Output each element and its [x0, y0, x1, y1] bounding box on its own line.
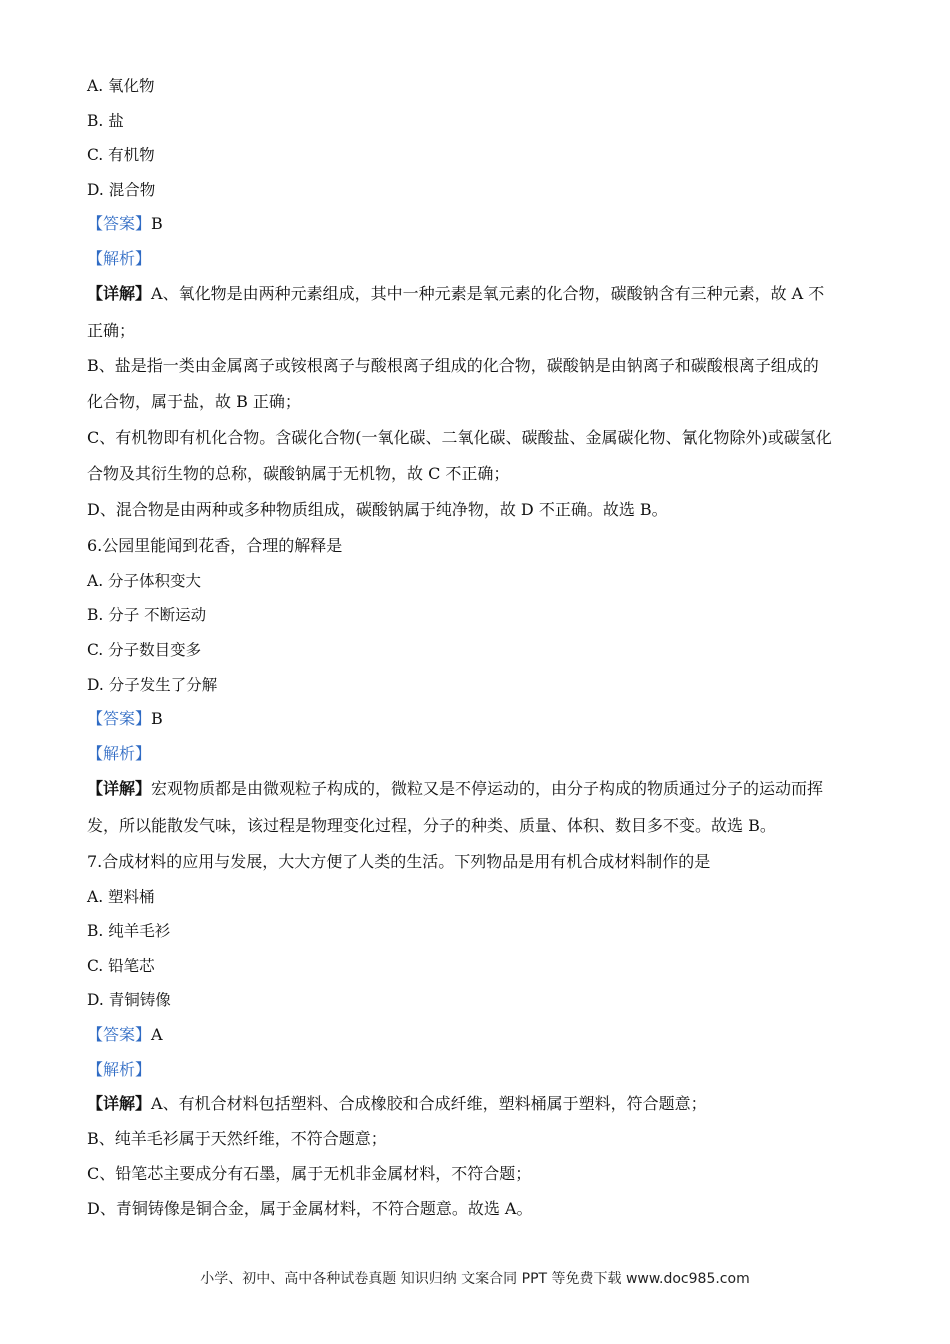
- q6-answer: 【答案】B: [87, 709, 163, 728]
- q7-detail-line-1: 【详解】A、有机合材料包括塑料、合成橡胶和合成纤维，塑料桶属于塑料，符合题意；: [87, 1094, 707, 1113]
- q7-detail-line-4: D、青铜铸像是铜合金，属于金属材料，不符合题意。故选 A。: [87, 1199, 533, 1218]
- q7-option-b: B. 纯羊毛衫: [87, 922, 171, 940]
- q5-detail-line-7: D、混合物是由两种或多种物质组成，碳酸钠属于纯净物，故 D 不正确。故选 B。: [87, 500, 668, 519]
- q6-detail-line-2: 发，所以能散发气味，该过程是物理变化过程，分子的种类、质量、体积、数目多不变。故选 B。: [87, 816, 776, 835]
- q6-option-c: C. 分子数目变多: [87, 641, 202, 659]
- q5-detail-line-6: 合物及其衍生物的总称，碳酸钠属于无机物，故 C 不正确；: [87, 464, 510, 483]
- q5-detail-line-1: 【详解】A、氧化物是由两种元素组成，其中一种元素是氧元素的化合物，碳酸钠含有三种元素，故 A 不: [87, 284, 825, 303]
- q5-detail-line-5: C、有机物即有机化合物。含碳化合物(一氧化碳、二氧化碳、碳酸盐、金属碳化物、氰化物除外)或碳氢化: [87, 428, 832, 447]
- q7-option-a: A. 塑料桶: [87, 888, 155, 906]
- q6-option-b: B. 分子 不断运动: [87, 606, 207, 624]
- q6-analysis-label: 【解析】: [87, 744, 152, 763]
- q5-detail-line-2: 正确；: [87, 321, 136, 340]
- q6-option-a: A. 分子体积变大: [87, 572, 202, 590]
- q5-analysis-label: 【解析】: [87, 249, 152, 268]
- page-footer: 小学、初中、高中各种试卷真题 知识归纳 文案合同 PPT 等免费下载 www.doc985.com: [200, 1271, 750, 1287]
- q7-question: 7.合成材料的应用与发展，大大方便了人类的生活。下列物品是用有机合成材料制作的是: [87, 852, 711, 871]
- q7-option-d: D. 青铜铸像: [87, 991, 171, 1009]
- q5-option-a: A. 氧化物: [87, 77, 155, 95]
- q7-analysis-label: 【解析】: [87, 1060, 152, 1079]
- q5-option-d: D. 混合物: [87, 181, 156, 199]
- q5-answer: 【答案】B: [87, 214, 163, 233]
- q7-detail-line-3: C、铅笔芯主要成分有石墨，属于无机非金属材料，不符合题；: [87, 1164, 532, 1183]
- q6-option-d: D. 分子发生了分解: [87, 676, 218, 694]
- q5-option-b: B. 盐: [87, 112, 124, 130]
- q6-detail-line-1: 【详解】宏观物质都是由微观粒子构成的，微粒又是不停运动的，由分子构成的物质通过分子的运动而挥: [87, 779, 824, 798]
- q5-option-c: C. 有机物: [87, 146, 155, 164]
- q7-detail-line-2: B、纯羊毛衫属于天然纤维，不符合题意；: [87, 1129, 387, 1148]
- q6-question: 6.公园里能闻到花香，合理的解释是: [87, 536, 343, 555]
- q5-detail-line-4: 化合物，属于盐，故 B 正确；: [87, 392, 301, 411]
- q5-detail-line-3: B、盐是指一类由金属离子或铵根离子与酸根离子组成的化合物，碳酸钠是由钠离子和碳酸根离子组成的: [87, 356, 819, 375]
- q7-answer: 【答案】A: [87, 1025, 163, 1044]
- q7-option-c: C. 铅笔芯: [87, 957, 155, 975]
